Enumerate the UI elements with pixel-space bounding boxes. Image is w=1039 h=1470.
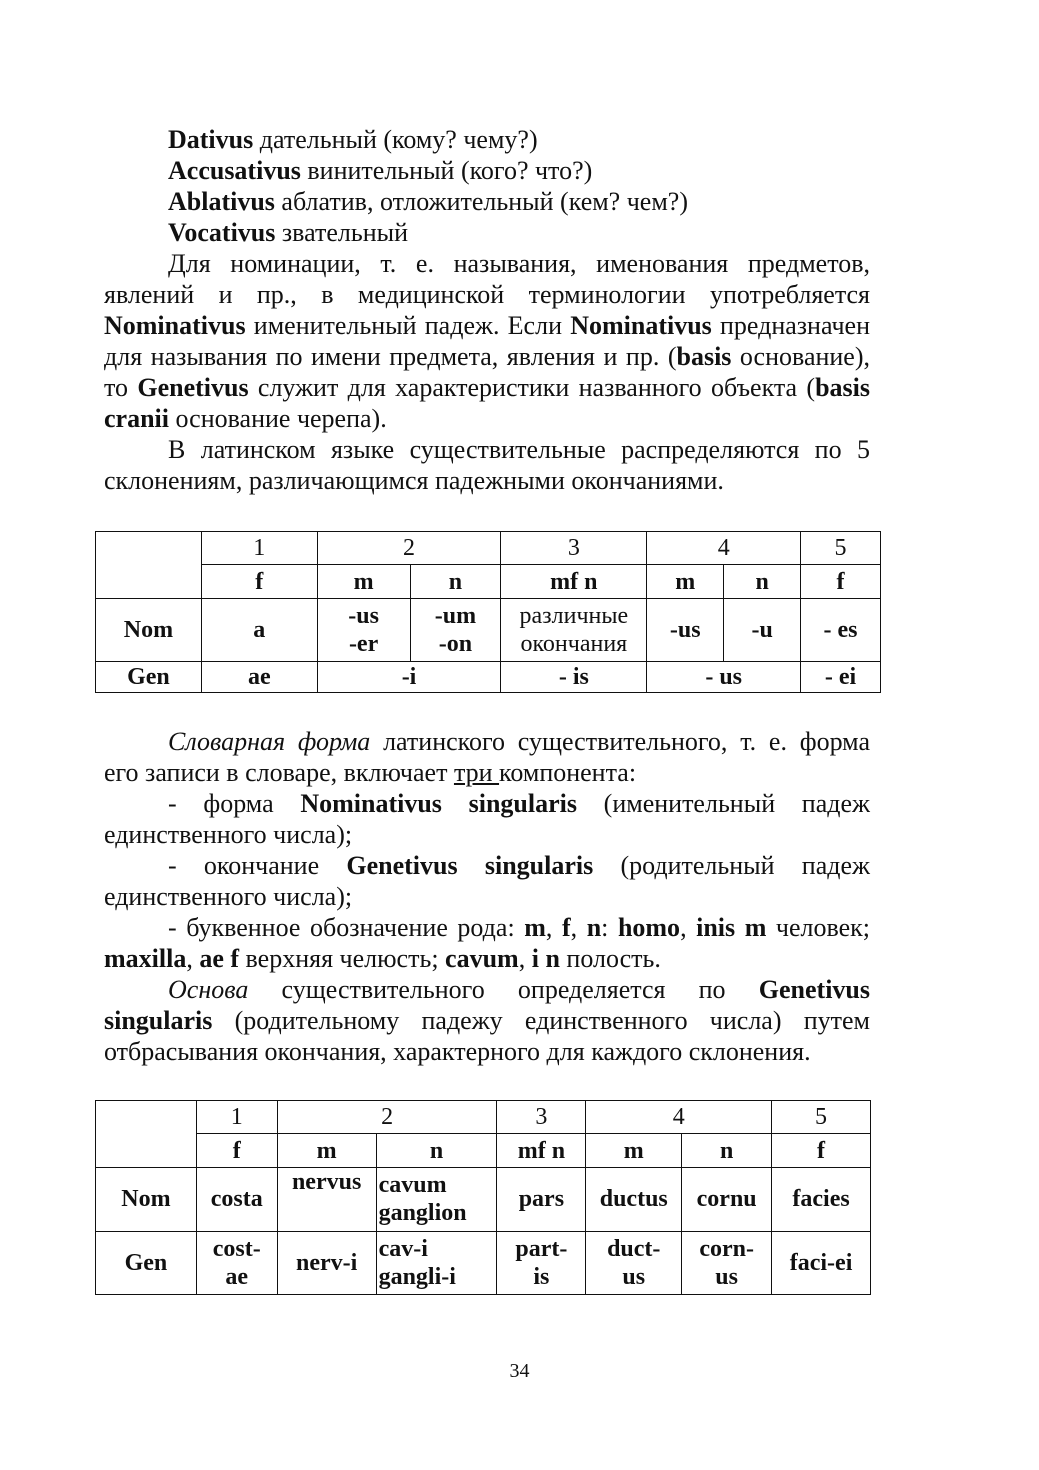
declension-examples-table	[95, 1100, 871, 1295]
table-header-gender: n	[410, 565, 501, 599]
table-cell: -u	[724, 599, 801, 661]
table-corner-cell	[96, 532, 202, 599]
table-header-gender: f	[801, 565, 881, 599]
paragraph-dictionary-form: Словарная форма латинского существительного, т. е. форма его записи в словаре, включает три компонента:	[104, 727, 870, 787]
table-row-gen	[96, 661, 881, 692]
table-cell: nerv-i	[277, 1231, 376, 1294]
table-header-gender: m	[277, 1134, 376, 1168]
table-cell: ae	[201, 661, 317, 692]
table-header-gender: n	[724, 565, 801, 599]
table-cell: costa	[196, 1168, 277, 1231]
row-label-nom: Nom	[96, 1168, 197, 1231]
table-header-gender: n	[682, 1134, 772, 1168]
table-header-declension: 2	[277, 1101, 497, 1134]
table-cell: -us	[647, 599, 724, 661]
table-header-gender: mf n	[497, 1134, 586, 1168]
table-cell: - is	[501, 661, 647, 692]
table-header-declension: 5	[772, 1101, 871, 1134]
row-label-nom: Nom	[96, 599, 202, 661]
table-cell: - es	[801, 599, 881, 661]
case-item-vocativus: Vocativus звательный	[168, 218, 408, 247]
table-header-declension: 2	[317, 532, 501, 565]
table-header-declension: 1	[196, 1101, 277, 1134]
table-cell: nervus	[277, 1168, 376, 1231]
table-header-gender: m	[586, 1134, 682, 1168]
table-cell: faci-ei	[772, 1231, 871, 1294]
table-cell: cavum ganglion	[376, 1168, 497, 1231]
table-header-gender: f	[201, 565, 317, 599]
paragraph-declensions: В латинском языке существительные распределяются по 5 склонениям, различающимся падежными окончаниями.	[104, 435, 870, 495]
table-header-gender: f	[772, 1134, 871, 1168]
table-row-nom	[96, 1168, 871, 1231]
case-list	[104, 124, 870, 496]
table-header-declension: 1	[201, 532, 317, 565]
table-row-gen	[96, 1231, 871, 1294]
table-row-nom	[96, 599, 881, 661]
table-cell: corn- us	[682, 1231, 772, 1294]
table-corner-cell	[96, 1101, 197, 1168]
table-header-declension: 4	[586, 1101, 772, 1134]
table-header-gender: f	[196, 1134, 277, 1168]
case-item-dativus: Dativus дательный (кому? чему?)	[168, 125, 538, 154]
table-cell: -us -er	[317, 599, 410, 661]
paragraph-stem: Основа существительного определяется по Genetivus singularis (родительному падежу единственного числа) путем отбрасывания окончания, характерного для каждого склонения.	[104, 975, 870, 1066]
row-label-gen: Gen	[96, 1231, 197, 1294]
dictionary-form-section	[104, 726, 870, 1067]
table-cell: duct- us	[586, 1231, 682, 1294]
table-header-declension: 3	[501, 532, 647, 565]
table-header-gender: m	[317, 565, 410, 599]
table-cell: facies	[772, 1168, 871, 1231]
table-cell: part- is	[497, 1231, 586, 1294]
table-header-gender: m	[647, 565, 724, 599]
table-header-gender: mf n	[501, 565, 647, 599]
table-cell: - ei	[801, 661, 881, 692]
table-header-gender: n	[376, 1134, 497, 1168]
table-cell: pars	[497, 1168, 586, 1231]
table-cell: - us	[647, 661, 801, 692]
table-cell: -um -on	[410, 599, 501, 661]
list-item-gender: - буквенное обозначение рода: m, f, n: homo, inis m человек; maxilla, ae f верхняя челюсть; cavum, i n полость.	[104, 913, 871, 973]
declension-endings-table	[95, 531, 881, 693]
table-cell: различные окончания	[501, 599, 647, 661]
case-item-ablativus: Ablativus аблатив, отложительный (кем? чем?)	[168, 187, 688, 216]
table-header-declension: 4	[647, 532, 801, 565]
table-cell: cornu	[682, 1168, 772, 1231]
table-cell: a	[201, 599, 317, 661]
table-cell: cost- ae	[196, 1231, 277, 1294]
table-cell: cav-i gangli-i	[376, 1231, 497, 1294]
table-cell: ductus	[586, 1168, 682, 1231]
case-item-accusativus: Accusativus винительный (кого? что?)	[168, 156, 593, 185]
list-item-genetivus: - окончание Genetivus singularis (родительный падеж единственного числа);	[104, 851, 870, 911]
table-cell: -i	[317, 661, 501, 692]
paragraph-nomination: Для номинации, т. е. называния, именования предметов, явлений и пр., в медицинской терминологии употребляется Nominativus именительный падеж. Если Nominativus предназначен для называния по имени предмета, явления и пр. (basis основание), то Genetivus служит для характеристики названного объекта (basis cranii основание черепа).	[104, 249, 871, 433]
table-header-declension: 5	[801, 532, 881, 565]
list-item-nominativus: - форма Nominativus singularis (именительный падеж единственного числа);	[104, 789, 870, 849]
page-number: 34	[509, 1360, 530, 1382]
table-header-declension: 3	[497, 1101, 586, 1134]
row-label-gen: Gen	[96, 661, 202, 692]
